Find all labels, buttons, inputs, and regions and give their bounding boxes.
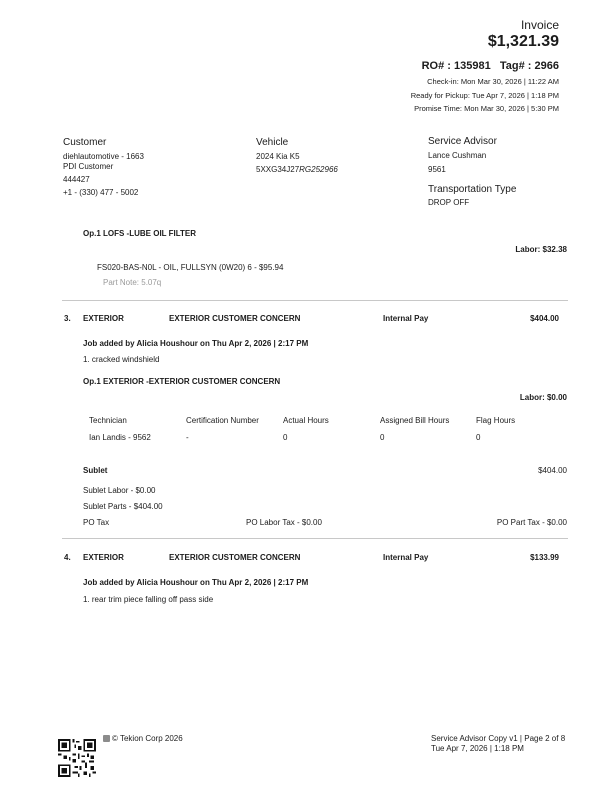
advisor-heading: Service Advisor — [428, 136, 497, 147]
op-lofs-title — [83, 229, 196, 238]
transport-heading: Transportation Type — [428, 184, 517, 195]
tech-header-certification: Certification Number — [186, 416, 259, 425]
job3-labor: Labor: $0.00 — [519, 393, 567, 402]
tech-header-assigned-bill-hours: Assigned Bill Hours — [380, 416, 450, 425]
job4-pay-type: Internal Pay — [383, 553, 429, 562]
tech-row-actual-hours: 0 — [283, 433, 288, 442]
qr-code — [58, 739, 96, 777]
copyright-text: © Tekion Corp 2026 — [112, 734, 183, 743]
invoice-total: $1,321.39 — [487, 33, 559, 50]
advisor-id: 9561 — [428, 165, 446, 174]
po-part-tax: PO Part Tax - $0.00 — [496, 518, 567, 527]
job4-concern: EXTERIOR CUSTOMER CONCERN — [169, 553, 301, 562]
job4-note: 1. rear trim piece falling off pass side — [83, 595, 214, 604]
customer-name: diehlautomotive - 1663 — [63, 152, 144, 161]
footer-printed: Tue Apr 7, 2026 | 1:18 PM — [431, 744, 524, 753]
tech-row-certification: - — [186, 433, 189, 442]
op-lofs-part: FS020-BAS-N0L - OIL, FULLSYN (0W20) 6 - $95.94 — [97, 263, 284, 272]
job3-amount: $404.00 — [530, 314, 559, 323]
customer-type: PDI Customer — [63, 162, 114, 171]
tech-row-flag-hours: 0 — [476, 433, 481, 442]
tech-header-flag-hours: Flag Hours — [476, 416, 516, 425]
op-lofs-labor: Labor: $32.38 — [515, 245, 567, 254]
job3-added-by: Job added by Alicia Houshour on Thu Apr 2, 2026 | 2:17 PM — [83, 339, 309, 348]
job4-added-by: Job added by Alicia Houshour on Thu Apr 2, 2026 | 2:17 PM — [83, 578, 309, 587]
ro-number: RO# : 135981 — [421, 60, 491, 72]
advisor-name: Lance Cushman — [428, 151, 487, 160]
job4-number: 4. — [64, 553, 71, 562]
divider — [62, 538, 568, 539]
promise-time: Promise Time: Mon Mar 30, 2026 | 5:30 PM — [414, 104, 559, 113]
tech-header-actual-hours: Actual Hours — [283, 416, 329, 425]
vehicle-heading: Vehicle — [256, 137, 289, 148]
transport-value: DROP OFF — [428, 198, 470, 207]
job4-amount: $133.99 — [530, 553, 559, 562]
tekion-logo-icon — [103, 735, 110, 742]
job3-op-title: Op.1 EXTERIOR -EXTERIOR CUSTOMER CONCERN — [83, 377, 281, 386]
tech-header-technician: Technician — [89, 416, 127, 425]
customer-heading: Customer — [63, 137, 107, 148]
job3-number: 3. — [64, 314, 71, 323]
job3-concern: EXTERIOR CUSTOMER CONCERN — [169, 314, 301, 323]
footer-copy-info: Service Advisor Copy v1 | Page 2 of 8 — [431, 734, 566, 743]
vin-suffix: RG252966 — [299, 165, 338, 174]
job3-pay-type: Internal Pay — [383, 314, 429, 323]
footer-copyright — [103, 734, 183, 743]
op-lofs-part-note: Part Note: 5.07q — [103, 278, 162, 287]
ro-tag-line — [422, 60, 559, 72]
vehicle-vin — [256, 165, 338, 174]
sublet-labor: Sublet Labor - $0.00 — [83, 486, 156, 495]
sublet-parts: Sublet Parts - $404.00 — [83, 502, 163, 511]
sublet-heading: Sublet — [83, 466, 108, 475]
job3-note: 1. cracked windshield — [83, 355, 160, 364]
tech-row-assigned-bill-hours: 0 — [380, 433, 385, 442]
invoice-label: Invoice — [520, 18, 559, 32]
job4-category: EXTERIOR — [83, 553, 124, 562]
divider — [62, 300, 568, 301]
tech-row-technician: Ian Landis - 9562 — [89, 433, 151, 442]
op-lofs-title-text: Op.1 LOFS -LUBE OIL FILTER — [83, 229, 197, 238]
sublet-amount: $404.00 — [538, 466, 567, 475]
po-tax: PO Tax — [83, 518, 110, 527]
po-labor-tax: PO Labor Tax - $0.00 — [246, 518, 322, 527]
job3-category: EXTERIOR — [83, 314, 124, 323]
check-in-time: Check-in: Mon Mar 30, 2026 | 11:22 AM — [427, 77, 559, 86]
ready-for-pickup-time: Ready for Pickup: Tue Apr 7, 2026 | 1:18 PM — [410, 91, 559, 100]
customer-phone: +1 - (330) 477 - 5002 — [63, 188, 139, 197]
tag-number: Tag# : 2966 — [499, 60, 559, 72]
vehicle-model: 2024 Kia K5 — [256, 152, 300, 161]
vin-prefix: 5XXG34J27 — [256, 165, 300, 174]
customer-id: 444427 — [63, 175, 90, 184]
